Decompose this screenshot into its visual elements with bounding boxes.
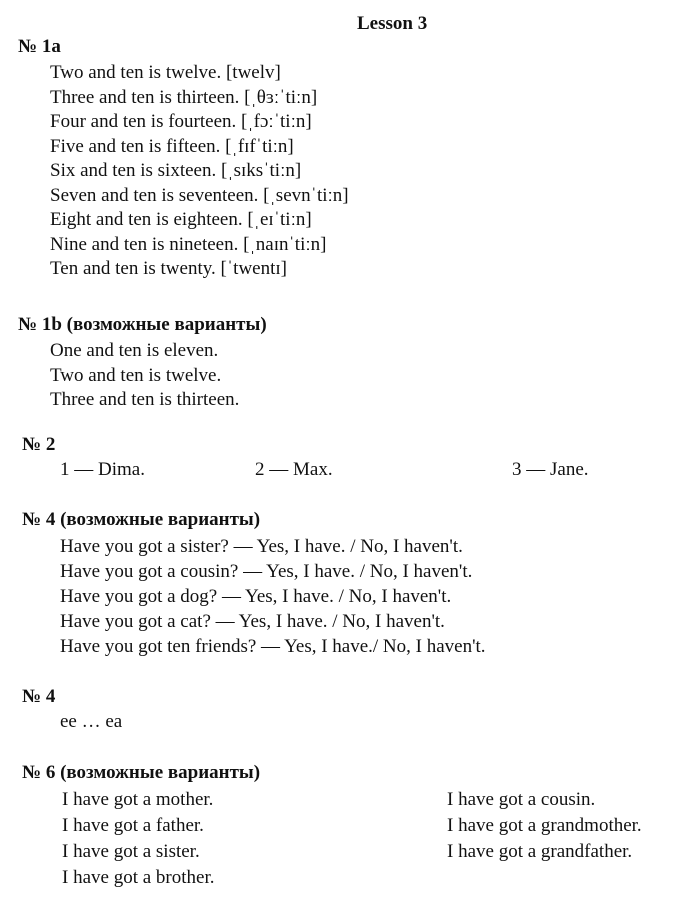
text-line: I have got a grandmother.	[447, 815, 642, 836]
text-line: Have you got a cousin? — Yes, I have. / No, I haven't.	[60, 561, 473, 582]
exercise-1b-lines	[50, 339, 239, 413]
answer-item: 2 — Max.	[255, 459, 333, 480]
text-line: Have you got a sister? — Yes, I have. / No, I haven't.	[60, 536, 463, 557]
text-line: Six and ten is sixteen. [ˌsɪksˈtiːn]	[50, 160, 302, 181]
text-line: I have got a father.	[62, 815, 204, 836]
text-line: I have got a cousin.	[447, 789, 596, 810]
text-line: I have got a mother.	[62, 789, 214, 810]
exercise-6-right-column	[447, 788, 642, 866]
text-line: Two and ten is twelve.	[50, 364, 222, 386]
text-line: Eight and ten is eighteen. [ˌeɪˈtiːn]	[50, 209, 312, 230]
text-line: Three and ten is thirteen.	[50, 389, 240, 410]
text-line: Three and ten is thirteen. [ˌθɜːˈtiːn]	[50, 86, 318, 108]
text-line: Have you got ten friends? — Yes, I have./ No, I haven't.	[60, 636, 486, 657]
text-line: Four and ten is fourteen. [ˌfɔːˈtiːn]	[50, 111, 312, 132]
text-line: Have you got a cat? — Yes, I have. / No, I haven't.	[60, 611, 445, 632]
answer-item: 3 — Jane.	[512, 459, 589, 480]
exercise-4-heading: № 4 (возможные варианты)	[22, 509, 261, 530]
exercise-4b-heading: № 4	[22, 686, 56, 707]
text-line: I have got a brother.	[62, 867, 215, 888]
page-title: Lesson 3	[357, 13, 428, 34]
text-line: Two and ten is twelve. [twelv]	[50, 62, 281, 83]
exercise-1a-lines	[50, 61, 349, 282]
text-line: Ten and ten is twenty. [ˈtwentɪ]	[50, 258, 287, 279]
text-line: One and ten is eleven.	[50, 340, 219, 361]
exercise-6-left-column	[62, 788, 214, 892]
exercise-6-heading: № 6 (возможные варианты)	[22, 762, 261, 783]
text-line: Have you got a dog? — Yes, I have. / No, I haven't.	[60, 586, 452, 607]
text-line: Seven and ten is seventeen. [ˌsevnˈtiːn]	[50, 184, 349, 206]
answer-item: 1 — Dima.	[60, 459, 145, 480]
text-line: I have got a sister.	[62, 841, 200, 862]
exercise-2-heading: № 2	[22, 434, 56, 455]
exercise-4-lines	[60, 535, 486, 660]
text-line: ee … ea	[60, 711, 123, 732]
exercise-1b-heading: № 1b (возможные варианты)	[18, 314, 267, 335]
exercise-1a-heading: № 1a	[18, 36, 61, 57]
text-line: Five and ten is fifteen. [ˌfɪfˈtiːn]	[50, 135, 294, 157]
text-line: Nine and ten is nineteen. [ˌnaɪnˈtiːn]	[50, 233, 327, 255]
text-line: I have got a grandfather.	[447, 841, 633, 862]
